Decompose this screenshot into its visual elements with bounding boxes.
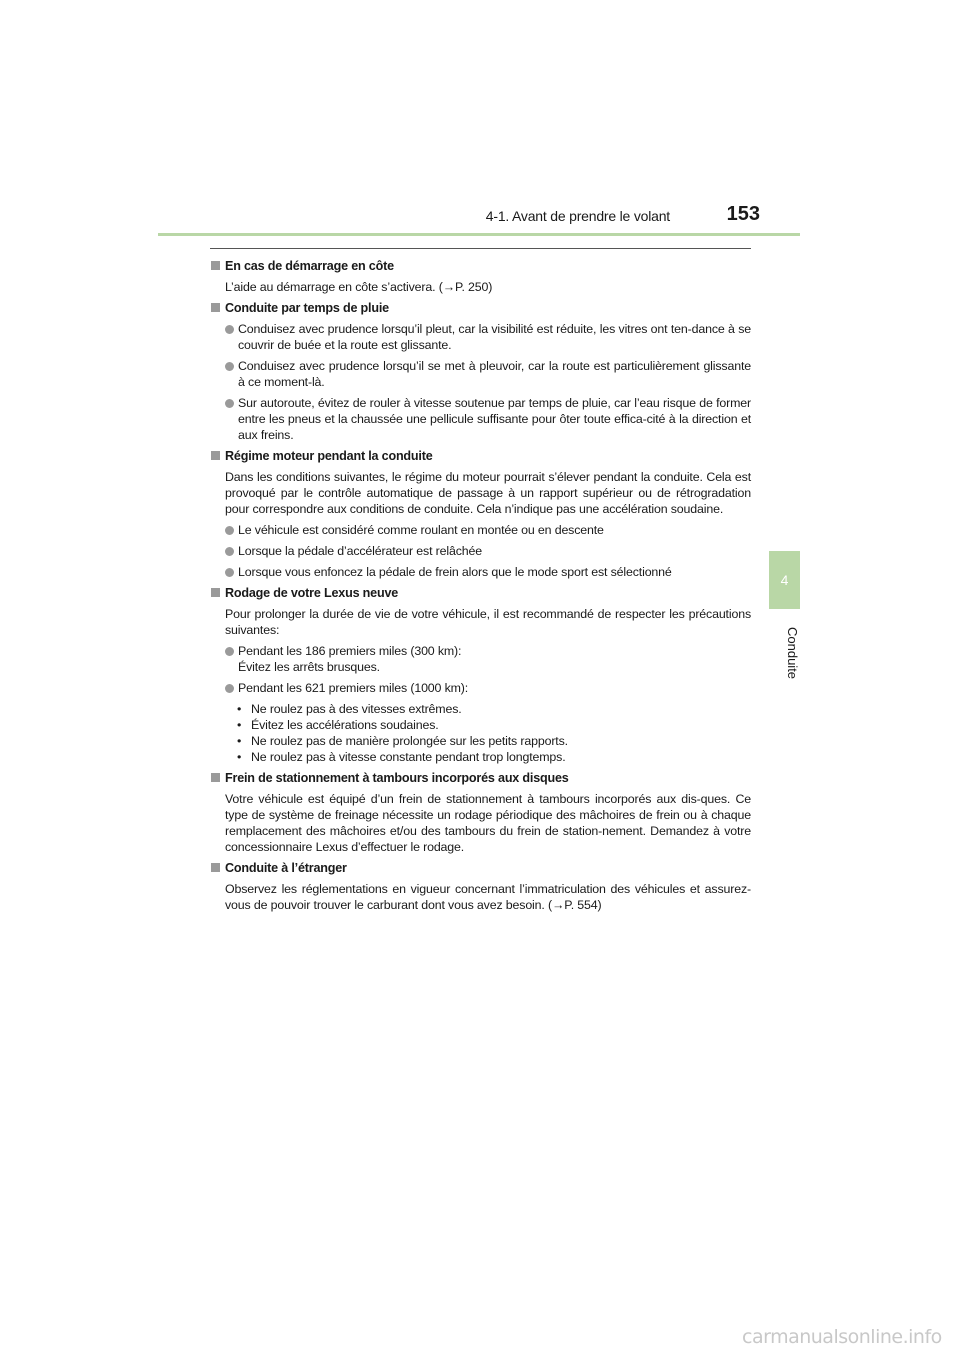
paragraph: L’aide au démarrage en côte s’activera. (→P. 250)	[225, 280, 493, 294]
circle-bullet-icon	[225, 399, 234, 408]
sub-list-item	[237, 749, 751, 765]
page-number: 153	[726, 203, 760, 225]
circle-bullet-icon	[225, 684, 234, 693]
section-heading-text: En cas de démarrage en côte	[225, 259, 394, 273]
list-item-text: Pendant les 621 premiers miles (1000 km):	[238, 681, 469, 695]
dot-marker-icon: •	[237, 750, 242, 764]
paragraph: Observez les réglementations en vigueur concernant l’immatriculation des véhicules et assurez-vous de pouvoir trouver le carburant dont vous avez besoin. (→P. 554)	[225, 882, 751, 912]
dot-marker-icon: •	[237, 734, 242, 748]
section-heading	[211, 860, 751, 876]
paragraph: Dans les conditions suivantes, le régime du moteur pourrait s’élever pendant la conduite. Cela est provoqué par le contrôle automatique de passage à un rapport supérieur ou de rétrogradation pour correspondre aux conditions de conduite. Cela n’indique pas une accélération soudaine.	[225, 470, 751, 516]
section-heading	[211, 585, 751, 601]
paragraph: Pour prolonger la durée de vie de votre véhicule, il est recommandé de respecter les précautions suivantes:	[225, 607, 751, 637]
list-item-text: Conduisez avec prudence lorsqu’il pleut, car la visibilité est réduite, les vitres ont ten-dance à se couvrir de buée et la route est glissante.	[238, 322, 751, 352]
sub-list-item-text: Ne roulez pas à vitesse constante pendant trop longtemps.	[251, 750, 566, 764]
sub-list-item	[237, 717, 751, 733]
circle-bullet-icon	[225, 647, 234, 656]
square-bullet-icon	[211, 863, 220, 872]
circle-bullet-icon	[225, 547, 234, 556]
section-engine-speed	[211, 448, 751, 580]
list-item	[211, 564, 751, 580]
chapter-tab[interactable]	[769, 551, 800, 609]
square-bullet-icon	[211, 303, 220, 312]
list-item-text: Lorsque vous enfoncez la pédale de frein alors que le mode sport est sélectionné	[238, 565, 672, 579]
square-bullet-icon	[211, 773, 220, 782]
list-item	[211, 643, 751, 675]
circle-bullet-icon	[225, 325, 234, 334]
list-item	[211, 321, 751, 353]
square-bullet-icon	[211, 588, 220, 597]
list-item	[211, 395, 751, 443]
sub-list-item-text: Évitez les accélérations soudaines.	[251, 718, 439, 732]
section-heading	[211, 258, 751, 274]
section-heading	[211, 448, 751, 464]
chapter-label: Conduite	[785, 626, 800, 680]
list-item-text: Sur autoroute, évitez de rouler à vitesse soutenue par temps de pluie, car l’eau risque de former entre les pneus et la chaussée une pellicule suffisante pour ôter toute effica-cité à la direction et aux freins.	[238, 396, 751, 442]
circle-bullet-icon	[225, 362, 234, 371]
list-item-text: Le véhicule est considéré comme roulant en montée ou en descente	[238, 523, 604, 537]
header-title: 4-1. Avant de prendre le volant	[485, 208, 670, 224]
section-heading	[211, 300, 751, 316]
section-break-in	[211, 585, 751, 765]
chapter-number: 4	[780, 572, 789, 588]
square-bullet-icon	[211, 261, 220, 270]
circle-bullet-icon	[225, 526, 234, 535]
paragraph: Votre véhicule est équipé d’un frein de stationnement à tambours incorporés aux dis-ques. Ce type de système de freinage nécessite un rodage périodique des mâchoires de frein ou à chaque remplacement des mâchoires et/ou des tambours du frein de station-nement. Demandez à votre concessionnaire Lexus d’effectuer le rodage.	[225, 792, 751, 854]
sub-list-item-text: Ne roulez pas à des vitesses extrêmes.	[251, 702, 462, 716]
section-heading	[211, 770, 751, 786]
sub-list-item-text: Ne roulez pas de manière prolongée sur les petits rapports.	[251, 734, 568, 748]
content	[211, 258, 751, 918]
sub-list	[211, 701, 751, 765]
list-item-line: Pendant les 186 premiers miles (300 km):	[238, 644, 462, 658]
dot-marker-icon: •	[237, 702, 242, 716]
list-item-text	[238, 643, 751, 675]
list-item	[211, 358, 751, 390]
section-heading-text: Régime moteur pendant la conduite	[225, 449, 433, 463]
dot-marker-icon: •	[237, 718, 242, 732]
watermark: carmanualsonline.info	[742, 1326, 942, 1348]
section-heading-text: Rodage de votre Lexus neuve	[225, 586, 399, 600]
list-item-text: Conduisez avec prudence lorsqu’il se met à pleuvoir, car la route est particulièrement glissante à ce moment-là.	[238, 359, 751, 389]
section-rain-driving	[211, 300, 751, 443]
list-item-text: Lorsque la pédale d’accélérateur est relâchée	[238, 544, 482, 558]
section-parking-brake	[211, 770, 751, 855]
section-driving-abroad	[211, 860, 751, 913]
content-rule	[210, 248, 751, 249]
section-heading-text: Conduite à l’étranger	[225, 861, 347, 875]
list-item	[211, 543, 751, 559]
sub-list-item	[237, 733, 751, 749]
list-item	[211, 680, 751, 696]
header-rule	[158, 233, 800, 236]
square-bullet-icon	[211, 451, 220, 460]
section-heading-text: Conduite par temps de pluie	[225, 301, 389, 315]
list-item-line: Évitez les arrêts brusques.	[238, 660, 380, 674]
sub-list-item	[237, 701, 751, 717]
circle-bullet-icon	[225, 568, 234, 577]
section-heading-text: Frein de stationnement à tambours incorporés aux disques	[225, 771, 569, 785]
list-item	[211, 522, 751, 538]
section-hill-start	[211, 258, 751, 295]
